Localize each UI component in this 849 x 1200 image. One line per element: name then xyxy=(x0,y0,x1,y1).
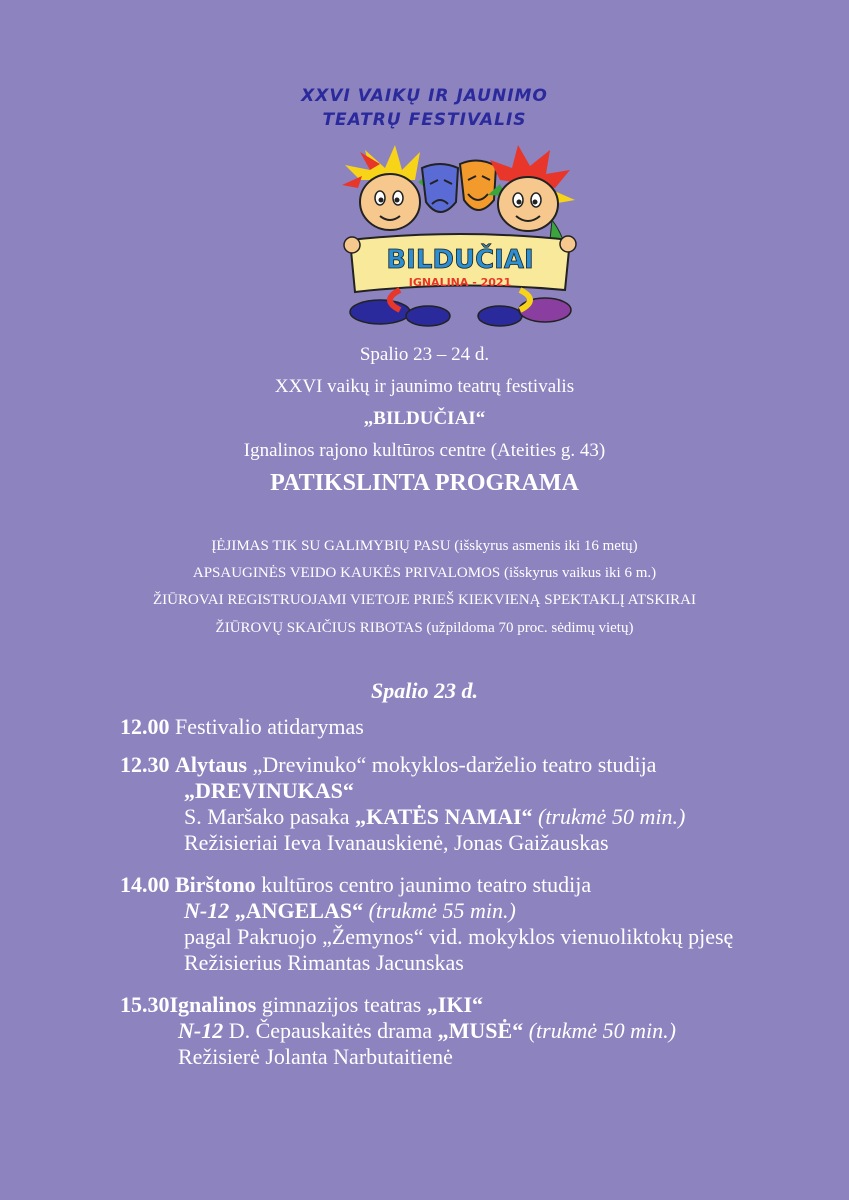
festival-venue: Ignalinos rajono kultūros centre (Ateities g. 43) xyxy=(243,440,606,461)
event-group: kultūros centro jaunimo teatro studija xyxy=(261,872,592,897)
event-time: 12.30 xyxy=(120,752,170,777)
event-group-name: „IKI“ xyxy=(426,992,484,1017)
theatre-masks-icon xyxy=(422,160,496,212)
schedule-event xyxy=(120,992,820,1070)
event-age-rating: N-12 xyxy=(184,898,230,923)
event-author: D. Čepauskaitės drama xyxy=(228,1018,433,1043)
event-directors: Režisieriai Ieva Ivanauskienė, Jonas Gaižauskas xyxy=(184,830,609,855)
event-play: „KATĖS NAMAI“ xyxy=(355,804,533,829)
festival-banner-line2: TEATRŲ FESTIVALIS xyxy=(322,110,527,130)
logo-title: BILDUČIAI xyxy=(386,245,534,275)
day-title: Spalio 23 d. xyxy=(371,678,478,703)
festival-dates: Spalio 23 – 24 d. xyxy=(359,344,490,365)
event-directors: Režisierius Rimantas Jacunskas xyxy=(184,950,464,975)
rule-line: ŽIŪROVAI REGISTRUOJAMI VIETOJE PRIEŠ KIEKVIENĄ SPEKTAKLĮ ATSKIRAI xyxy=(153,592,696,608)
logo-scroll xyxy=(344,234,576,292)
event-group: gimnazijos teatras xyxy=(261,992,422,1017)
event-duration: (trukmė 55 min.) xyxy=(368,898,516,923)
event-city: Ignalinos xyxy=(169,992,257,1017)
event-title: Festivalio atidarymas xyxy=(175,714,364,739)
schedule-event xyxy=(120,872,820,976)
festival-title: „BILDUČIAI“ xyxy=(363,408,486,429)
schedule-event xyxy=(120,752,820,856)
event-author: S. Maršako pasaka xyxy=(184,804,350,829)
festival-logo xyxy=(340,140,580,330)
event-duration: (trukmė 50 min.) xyxy=(538,804,686,829)
event-group-name: „DREVINUKAS“ xyxy=(184,778,354,803)
event-play: „ANGELAS“ xyxy=(234,898,364,923)
rule-line: APSAUGINĖS VEIDO KAUKĖS PRIVALOMOS (išskyrus vaikus iki 6 m.) xyxy=(192,565,657,581)
event-city: Alytaus xyxy=(175,752,248,777)
schedule-event xyxy=(120,714,820,740)
feet-icon xyxy=(350,290,571,326)
event-group: „Drevinuko“ mokyklos-darželio teatro studija xyxy=(252,752,657,777)
event-duration: (trukmė 50 min.) xyxy=(528,1018,676,1043)
event-time: 12.00 xyxy=(120,714,170,739)
event-time: 14.00 xyxy=(120,872,170,897)
left-child-icon xyxy=(342,145,435,230)
event-time: 15.30 xyxy=(120,992,170,1017)
rule-line: ĮĖJIMAS TIK SU GALIMYBIŲ PASU (išskyrus asmenis iki 16 metų) xyxy=(211,538,638,554)
event-city: Birštono xyxy=(175,872,256,897)
program-title: PATIKSLINTA PROGRAMA xyxy=(270,470,579,496)
event-play: „MUSĖ“ xyxy=(437,1018,524,1043)
festival-banner-line1: XXVI VAIKŲ IR JAUNIMO xyxy=(301,86,548,106)
event-directors: Režisierė Jolanta Narbutaitienė xyxy=(178,1044,453,1069)
logo-subtitle: IGNALINA - 2021 xyxy=(408,276,512,289)
festival-name: XXVI vaikų ir jaunimo teatrų festivalis xyxy=(274,376,575,397)
event-age-rating: N-12 xyxy=(178,1018,224,1043)
event-source: pagal Pakruojo „Žemynos“ vid. mokyklos vienuoliktokų pjesę xyxy=(184,924,734,949)
rule-line: ŽIŪROVŲ SKAIČIUS RIBOTAS (užpildoma 70 proc. sėdimų vietų) xyxy=(215,620,634,636)
